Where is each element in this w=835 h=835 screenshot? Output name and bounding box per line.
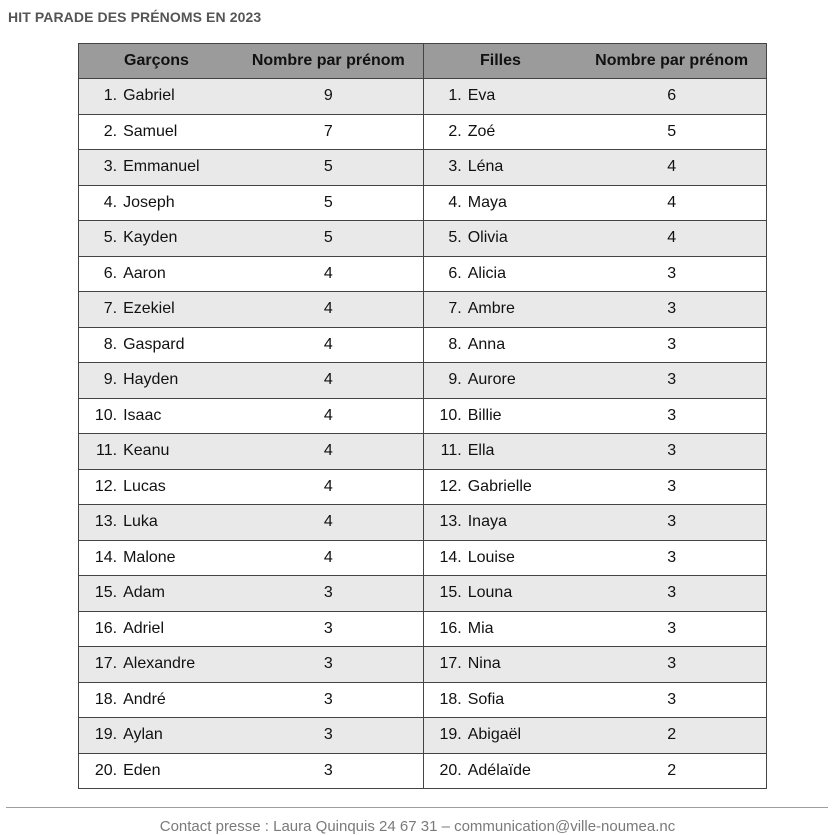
girl-name: Ella (468, 434, 578, 470)
table-row (79, 434, 767, 470)
table-row (79, 185, 767, 221)
table-row (79, 576, 767, 612)
boy-count: 4 (234, 327, 423, 363)
header-boys-count: Nombre par prénom (234, 44, 423, 79)
boy-rank: 11. (79, 434, 124, 470)
girl-count: 3 (577, 327, 766, 363)
boy-name: Adriel (123, 611, 234, 647)
boy-count: 4 (234, 540, 423, 576)
girl-count: 4 (577, 150, 766, 186)
girl-rank: 2. (423, 114, 468, 150)
boy-name: Gabriel (123, 79, 234, 115)
table-row (79, 682, 767, 718)
boy-count: 4 (234, 256, 423, 292)
girl-count: 3 (577, 292, 766, 328)
boy-name: Isaac (123, 398, 234, 434)
girl-rank: 12. (423, 469, 468, 505)
girl-count: 4 (577, 221, 766, 257)
girl-count: 2 (577, 718, 766, 754)
boy-rank: 7. (79, 292, 124, 328)
boy-name: Samuel (123, 114, 234, 150)
boy-rank: 6. (79, 256, 124, 292)
girl-rank: 14. (423, 540, 468, 576)
names-table (78, 43, 767, 789)
girl-count: 3 (577, 505, 766, 541)
header-girls: Filles (423, 44, 577, 79)
boy-count: 4 (234, 434, 423, 470)
girl-name: Abigaël (468, 718, 578, 754)
girl-name: Louise (468, 540, 578, 576)
boy-name: Aaron (123, 256, 234, 292)
girl-count: 3 (577, 434, 766, 470)
header-girls-count: Nombre par prénom (577, 44, 766, 79)
girl-count: 3 (577, 576, 766, 612)
table-row (79, 753, 767, 789)
table-row (79, 540, 767, 576)
boy-name: Aylan (123, 718, 234, 754)
boy-name: Keanu (123, 434, 234, 470)
boy-count: 3 (234, 718, 423, 754)
boy-name: Kayden (123, 221, 234, 257)
girl-name: Anna (468, 327, 578, 363)
boy-rank: 20. (79, 753, 124, 789)
girl-rank: 3. (423, 150, 468, 186)
boy-rank: 17. (79, 647, 124, 683)
girl-name: Aurore (468, 363, 578, 399)
girl-rank: 16. (423, 611, 468, 647)
girl-count: 5 (577, 114, 766, 150)
boy-rank: 14. (79, 540, 124, 576)
girl-rank: 20. (423, 753, 468, 789)
table-row (79, 114, 767, 150)
boy-name: Alexandre (123, 647, 234, 683)
boy-rank: 15. (79, 576, 124, 612)
girl-count: 3 (577, 363, 766, 399)
boy-name: Lucas (123, 469, 234, 505)
boy-count: 4 (234, 398, 423, 434)
boy-name: Adam (123, 576, 234, 612)
table-row (79, 221, 767, 257)
girl-rank: 1. (423, 79, 468, 115)
header-boys: Garçons (79, 44, 234, 79)
girl-count: 2 (577, 753, 766, 789)
girl-rank: 8. (423, 327, 468, 363)
girl-count: 3 (577, 540, 766, 576)
boy-rank: 2. (79, 114, 124, 150)
boy-count: 4 (234, 363, 423, 399)
table-row (79, 505, 767, 541)
boy-count: 3 (234, 753, 423, 789)
boy-rank: 3. (79, 150, 124, 186)
girl-name: Adélaïde (468, 753, 578, 789)
girl-rank: 7. (423, 292, 468, 328)
girl-rank: 9. (423, 363, 468, 399)
table-row (79, 292, 767, 328)
girl-count: 3 (577, 398, 766, 434)
girl-name: Alicia (468, 256, 578, 292)
girl-rank: 11. (423, 434, 468, 470)
table-row (79, 611, 767, 647)
table-row (79, 150, 767, 186)
girl-name: Mia (468, 611, 578, 647)
girl-count: 3 (577, 647, 766, 683)
boy-rank: 1. (79, 79, 124, 115)
girl-name: Sofia (468, 682, 578, 718)
girl-name: Billie (468, 398, 578, 434)
boy-name: Ezekiel (123, 292, 234, 328)
boy-count: 9 (234, 79, 423, 115)
boy-rank: 10. (79, 398, 124, 434)
boy-count: 3 (234, 611, 423, 647)
boy-count: 5 (234, 185, 423, 221)
table-row (79, 256, 767, 292)
boy-count: 3 (234, 682, 423, 718)
girl-count: 3 (577, 682, 766, 718)
boy-count: 7 (234, 114, 423, 150)
footer-contact: Contact presse : Laura Quinquis 24 67 31 – communication@ville-noumea.nc (159, 818, 676, 835)
girl-name: Zoé (468, 114, 578, 150)
girl-rank: 5. (423, 221, 468, 257)
boy-count: 5 (234, 221, 423, 257)
girl-name: Nina (468, 647, 578, 683)
boy-rank: 18. (79, 682, 124, 718)
girl-name: Olivia (468, 221, 578, 257)
boy-rank: 12. (79, 469, 124, 505)
table-header-row (79, 44, 767, 79)
boy-count: 3 (234, 576, 423, 612)
girl-rank: 18. (423, 682, 468, 718)
table-row (79, 363, 767, 399)
table-row (79, 647, 767, 683)
girl-count: 6 (577, 79, 766, 115)
girl-count: 4 (577, 185, 766, 221)
girl-name: Maya (468, 185, 578, 221)
table-row (79, 79, 767, 115)
girl-name: Gabrielle (468, 469, 578, 505)
boy-rank: 16. (79, 611, 124, 647)
boy-name: Gaspard (123, 327, 234, 363)
boy-name: André (123, 682, 234, 718)
boy-name: Eden (123, 753, 234, 789)
boy-name: Luka (123, 505, 234, 541)
girl-rank: 10. (423, 398, 468, 434)
boy-rank: 4. (79, 185, 124, 221)
boy-rank: 13. (79, 505, 124, 541)
boy-rank: 19. (79, 718, 124, 754)
boy-count: 4 (234, 469, 423, 505)
boy-rank: 8. (79, 327, 124, 363)
girl-name: Léna (468, 150, 578, 186)
girl-rank: 19. (423, 718, 468, 754)
boy-rank: 5. (79, 221, 124, 257)
girl-count: 3 (577, 611, 766, 647)
boy-name: Malone (123, 540, 234, 576)
girl-name: Ambre (468, 292, 578, 328)
girl-rank: 15. (423, 576, 468, 612)
boy-name: Hayden (123, 363, 234, 399)
boy-rank: 9. (79, 363, 124, 399)
girl-name: Inaya (468, 505, 578, 541)
boy-count: 4 (234, 505, 423, 541)
boy-count: 4 (234, 292, 423, 328)
boy-count: 5 (234, 150, 423, 186)
girl-name: Eva (468, 79, 578, 115)
girl-name: Louna (468, 576, 578, 612)
boy-name: Emmanuel (123, 150, 234, 186)
girl-rank: 4. (423, 185, 468, 221)
boy-count: 3 (234, 647, 423, 683)
table-row (79, 469, 767, 505)
boy-name: Joseph (123, 185, 234, 221)
footer-divider (6, 807, 828, 808)
table-row (79, 398, 767, 434)
girl-count: 3 (577, 256, 766, 292)
girl-rank: 17. (423, 647, 468, 683)
table-row (79, 327, 767, 363)
page-title: HIT PARADE DES PRÉNOMS EN 2023 (8, 9, 262, 25)
table-row (79, 718, 767, 754)
girl-rank: 6. (423, 256, 468, 292)
girl-count: 3 (577, 469, 766, 505)
girl-rank: 13. (423, 505, 468, 541)
